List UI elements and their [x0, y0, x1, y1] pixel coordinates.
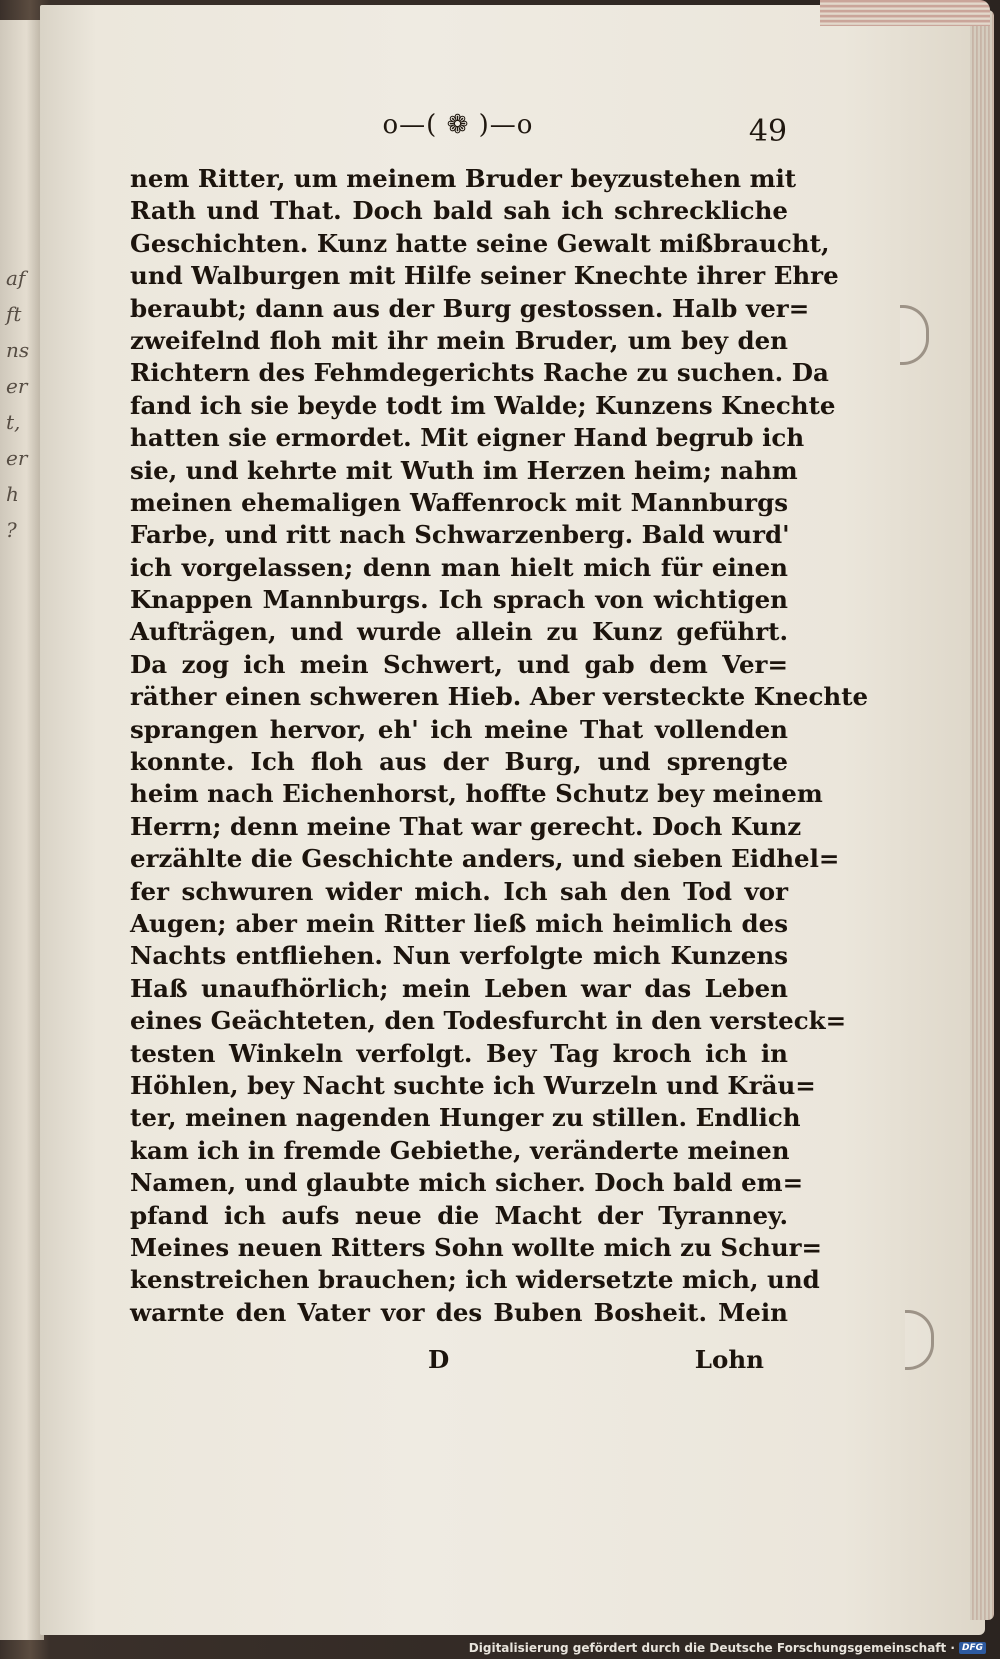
- text-line: Knappen Mannburgs. Ich sprach von wichtigen: [130, 585, 788, 615]
- credit-text: Digitalisierung gefördert durch die Deutsche Forschungsgemeinschaft ·: [468, 1641, 955, 1655]
- text-line: nem Ritter, um meinem Bruder beyzustehen mit: [130, 164, 797, 193]
- text-line: sie, und kehrte mit Wuth im Herzen heim; nahm: [130, 455, 798, 485]
- text-line: beraubt; dann aus der Burg gestossen. Halb ver=: [130, 293, 810, 323]
- text-line: fer schwuren wider mich. Ich sah den Tod vor: [130, 876, 788, 906]
- text-line: pfand ich aufs neue die Macht der Tyranney.: [130, 1200, 788, 1230]
- text-line: meinen ehemaligen Waffenrock mit Mannburgs: [130, 487, 788, 517]
- text-line: warnte den Vater vor des Buben Bosheit. Mein: [130, 1297, 788, 1327]
- text-line: Haß unaufhörlich; mein Leben war das Leben: [130, 973, 788, 1003]
- text-line: kenstreichen brauchen; ich widersetzte mich, und: [130, 1265, 820, 1295]
- text-line: Rath und That. Doch bald sah ich schreckliche: [130, 196, 788, 226]
- page-number: 49: [748, 114, 788, 149]
- catchword-row: [130, 1345, 788, 1379]
- text-line: räther einen schweren Hieb. Aber versteckte Knechte: [130, 682, 869, 712]
- text-line: Nachts entfliehen. Nun verfolgte mich Kunzens: [130, 941, 788, 971]
- facing-page-edge: [0, 20, 44, 1640]
- text-line: erzählte die Geschichte anders, und sieben Eidhel=: [130, 844, 840, 874]
- text-line: zweifelnd floh mit ihr mein Bruder, um bey den: [130, 325, 788, 355]
- text-line: Augen; aber mein Ritter ließ mich heimlich des: [130, 908, 788, 938]
- catchword: Lohn: [694, 1345, 764, 1374]
- text-line: kam ich in fremde Gebiethe, veränderte meinen: [130, 1135, 790, 1165]
- header-ornament: o—( ❁ )—o: [382, 110, 534, 140]
- digitization-credit: [469, 1639, 986, 1657]
- text-line: Höhlen, bey Nacht suchte ich Wurzeln und Kräu=: [130, 1070, 816, 1100]
- text-line: Aufträgen, und wurde allein zu Kunz geführt.: [130, 617, 788, 647]
- signature-mark: D: [428, 1345, 450, 1374]
- body-text: [130, 163, 869, 1329]
- text-line: Namen, und glaubte mich sicher. Doch bald em=: [130, 1168, 804, 1198]
- text-line: heim nach Eichenhorst, hoffte Schutz bey meinem: [130, 779, 823, 809]
- text-line: sprangen hervor, eh' ich meine That vollenden: [130, 714, 788, 744]
- text-line: Geschichten. Kunz hatte seine Gewalt mißbraucht,: [130, 228, 830, 258]
- text-line: Farbe, und ritt nach Schwarzenberg. Bald wurd': [130, 520, 790, 550]
- page-top-edge: [820, 0, 990, 26]
- text-line: konnte. Ich floh aus der Burg, und sprengte: [130, 747, 788, 777]
- text-line: Herrn; denn meine That war gerecht. Doch Kunz: [130, 811, 802, 841]
- text-line: testen Winkeln verfolgt. Bey Tag kroch ich in: [130, 1038, 788, 1068]
- text-line: hatten sie ermordet. Mit eigner Hand begrub ich: [130, 423, 805, 453]
- dfg-logo: DFG: [959, 1642, 986, 1654]
- text-line: fand ich sie beyde todt im Walde; Kunzens Knechte: [130, 390, 836, 420]
- text-line: ter, meinen nagenden Hunger zu stillen. Endlich: [130, 1103, 801, 1133]
- text-line: Meines neuen Ritters Sohn wollte mich zu Schur=: [130, 1232, 823, 1262]
- text-line: und Walburgen mit Hilfe seiner Knechte ihrer Ehre: [130, 261, 839, 291]
- text-line: Richtern des Fehmdegerichts Rache zu suchen. Da: [130, 358, 829, 388]
- text-line: Da zog ich mein Schwert, und gab dem Ver=: [130, 649, 788, 679]
- facing-page-margin-fragments: af ft ns er t, er h ?: [6, 266, 30, 542]
- page-fore-edge: [970, 10, 994, 1620]
- text-line: eines Geächteten, den Todesfurcht in den versteck=: [130, 1006, 847, 1036]
- text-line: ich vorgelassen; denn man hielt mich für einen: [130, 552, 788, 582]
